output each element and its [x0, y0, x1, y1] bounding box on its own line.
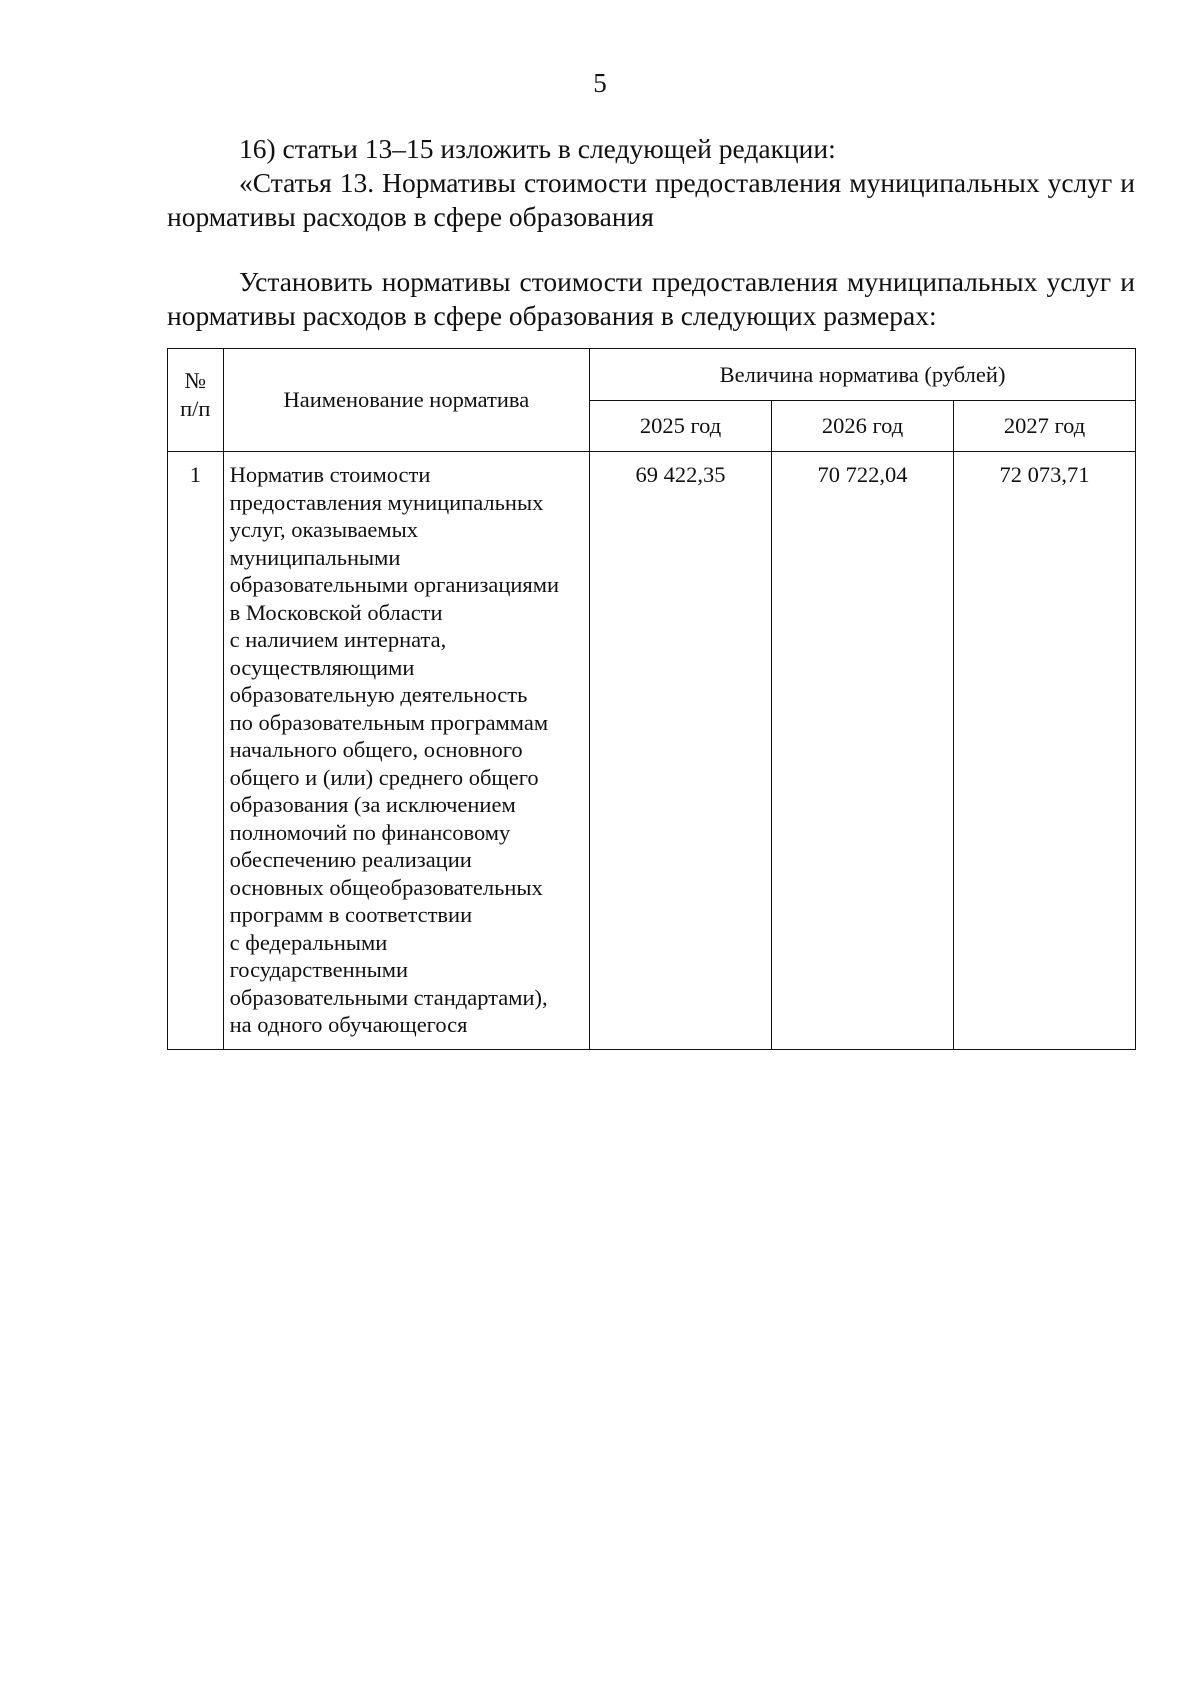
name-line: предоставления муниципальных — [229, 489, 544, 515]
name-line: в Московской области — [229, 599, 443, 625]
instruction-block — [167, 265, 1135, 333]
name-line: по образовательным программам — [229, 709, 549, 735]
name-line: программ в соответствии — [229, 902, 473, 927]
table-header-row — [168, 349, 1136, 401]
page-number: 5 — [593, 68, 607, 98]
header-year-2027: 2027 год — [954, 400, 1136, 452]
row-number: 1 — [168, 452, 224, 1050]
name-line: муниципальными — [229, 544, 401, 570]
name-line: образовательными организациями — [229, 572, 560, 597]
name-line: государственными — [229, 957, 409, 982]
header-number-label: № п/п — [180, 368, 211, 421]
name-line: услуг, оказываемых — [229, 517, 419, 542]
name-line: основных общеобразовательных — [229, 874, 543, 900]
norms-table — [167, 348, 1136, 1050]
value-2026: 70 722,04 — [772, 452, 954, 1050]
name-line: обеспечению реализации — [229, 847, 472, 872]
header-value-group: Величина норматива (рублей) — [590, 349, 1136, 401]
name-line: с федеральными — [229, 929, 388, 955]
name-line: осуществляющими — [229, 654, 415, 680]
row-name — [223, 452, 589, 1050]
value-2025: 69 422,35 — [590, 452, 772, 1050]
header-year-2025: 2025 год — [590, 400, 772, 452]
amendment-text: 16) статьи 13–15 изложить в следующей редакции: — [239, 133, 836, 164]
name-line: на одного обучающегося — [229, 1012, 468, 1037]
name-line: образовательную деятельность — [229, 682, 528, 707]
name-line: образования (за исключением — [229, 792, 516, 817]
name-line: с наличием интерната, — [229, 627, 447, 652]
name-line: начального общего, основного — [229, 737, 523, 762]
name-line: Норматив стоимости — [229, 462, 431, 487]
name-line: общего и (или) среднего общего — [229, 764, 539, 790]
header-year-2026: 2026 год — [772, 400, 954, 452]
instruction-text: Установить нормативы стоимости предоставления муниципальных услуг и нормативы расходов в сфере образования в следующих размерах: — [167, 266, 1135, 331]
amendment-block — [167, 132, 1135, 234]
article-heading: «Статья 13. Нормативы стоимости предоставления муниципальных услуг и нормативы расходов в сфере образования — [167, 167, 1135, 232]
table-row — [168, 452, 1136, 1050]
value-2027: 72 073,71 — [954, 452, 1136, 1050]
header-number — [168, 349, 224, 452]
name-line: полномочий по финансовому — [229, 819, 511, 845]
header-name: Наименование норматива — [223, 349, 589, 452]
name-line: образовательными стандартами), — [229, 984, 548, 1010]
